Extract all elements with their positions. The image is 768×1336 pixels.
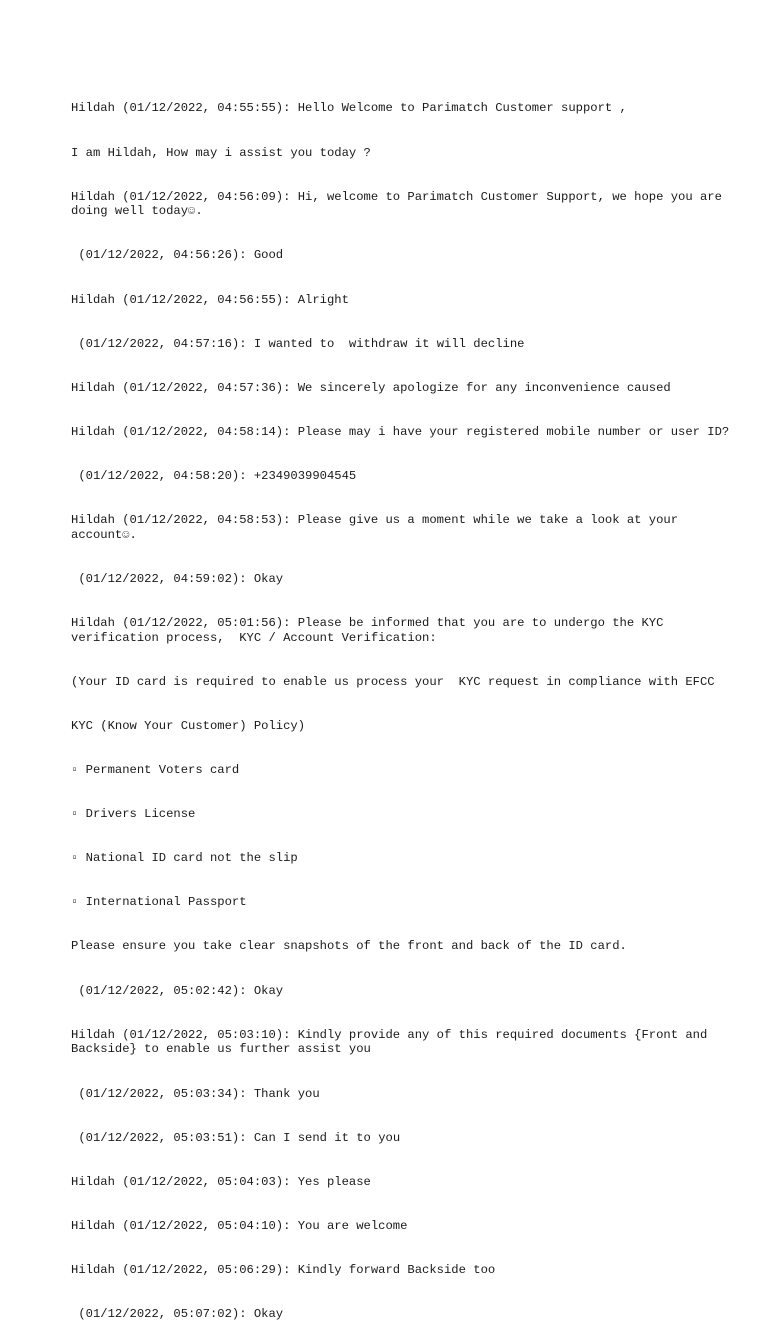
transcript-line: (Your ID card is required to enable us process your KYC request in compliance with EFCC xyxy=(71,674,715,689)
transcript-line: (01/12/2022, 05:02:42): Okay xyxy=(71,983,284,998)
transcript-line: KYC (Know Your Customer) Policy) xyxy=(71,718,306,733)
id-option-item: ▫ International Passport xyxy=(71,895,247,910)
id-option-item: ▫ Drivers License xyxy=(71,807,196,822)
transcript-line: I am Hildah, How may i assist you today ? xyxy=(71,145,371,160)
id-option-item: ▫ Permanent Voters card xyxy=(71,763,240,778)
transcript-line: Hildah (01/12/2022, 05:06:29): Kindly forward Backside too xyxy=(71,1262,496,1277)
transcript-line: Hildah (01/12/2022, 05:04:10): You are welcome xyxy=(71,1218,408,1233)
transcript-line: Hildah (01/12/2022, 05:03:10): Kindly provide any of this required documents {Front and Backside} to enable us further assist you xyxy=(71,1027,715,1057)
transcript-line: (01/12/2022, 04:59:02): Okay xyxy=(71,571,284,586)
transcript-line: (01/12/2022, 04:58:20): +2349039904545 xyxy=(71,468,357,483)
transcript-line: Hildah (01/12/2022, 05:04:03): Yes please xyxy=(71,1174,371,1189)
transcript-line: Hildah (01/12/2022, 04:57:36): We sincerely apologize for any inconvenience caused xyxy=(71,380,671,395)
id-option-item: ▫ National ID card not the slip xyxy=(71,851,298,866)
transcript-line: (01/12/2022, 04:57:16): I wanted to withdraw it will decline xyxy=(71,336,525,351)
transcript-line: (01/12/2022, 05:07:02): Okay xyxy=(71,1307,284,1322)
transcript-line: Hildah (01/12/2022, 04:58:53): Please give us a moment while we take a look at your account☺. xyxy=(71,513,686,542)
transcript-line: Please ensure you take clear snapshots of the front and back of the ID card. xyxy=(71,939,627,954)
transcript-line: (01/12/2022, 05:03:34): Thank you xyxy=(71,1086,320,1101)
transcript-line: (01/12/2022, 04:56:26): Good xyxy=(71,248,284,263)
chat-transcript xyxy=(71,72,731,1336)
transcript-line: Hildah (01/12/2022, 04:55:55): Hello Welcome to Parimatch Customer support , xyxy=(71,101,627,116)
transcript-line: Hildah (01/12/2022, 04:58:14): Please may i have your registered mobile number or user ID? xyxy=(71,424,730,439)
transcript-line: Hildah (01/12/2022, 04:56:09): Hi, welcome to Parimatch Customer Support, we hope you are doing well today☺. xyxy=(71,189,730,219)
transcript-line: (01/12/2022, 05:03:51): Can I send it to you xyxy=(71,1130,401,1145)
transcript-line: Hildah (01/12/2022, 05:01:56): Please be informed that you are to undergo the KYC verification process, KYC / Account Verification: xyxy=(71,616,671,645)
transcript-line: Hildah (01/12/2022, 04:56:55): Alright xyxy=(71,292,349,307)
